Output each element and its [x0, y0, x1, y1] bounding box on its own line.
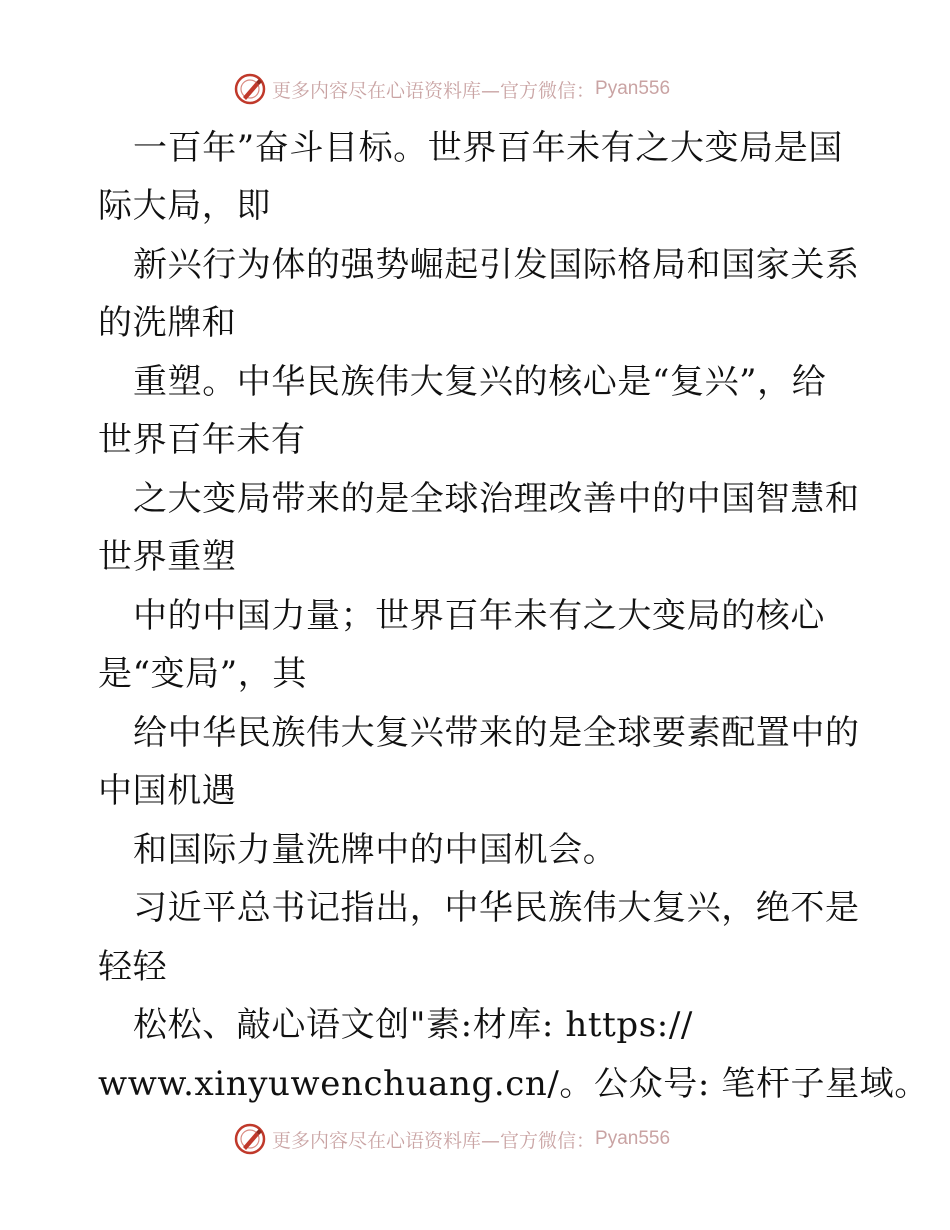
watermark-wechat-id: Pyan556	[595, 78, 671, 99]
text-line: www.xinyuwenchuang.cn/。公众号: 笔杆子星域。	[98, 1064, 929, 1104]
text-line: 新兴行为体的强势崛起引发国际格局和国家关系	[133, 245, 860, 285]
pen-logo-icon	[234, 73, 266, 105]
text-line: 一百年”奋斗目标。世界百年未有之大变局是国	[133, 128, 843, 168]
text-line: 的洗牌和	[98, 303, 237, 343]
watermark-text: 更多内容尽在心语资料库—官方微信：	[272, 1129, 596, 1152]
text-line: 是“变局”，其	[98, 654, 307, 694]
text-line: 和国际力量洗牌中的中国机会。	[133, 830, 618, 870]
text-line: 世界重塑	[98, 537, 237, 577]
text-line: 给中华民族伟大复兴带来的是全球要素配置中的	[133, 713, 860, 753]
watermark-wechat-id: Pyan556	[595, 1128, 671, 1149]
pen-logo-icon	[234, 1123, 266, 1155]
text-line: 松松、敲心语文创"素:材库: https://	[133, 1005, 693, 1045]
text-line: 际大局，即	[98, 186, 271, 226]
footer-watermark	[234, 1122, 754, 1156]
text-line: 中国机遇	[98, 771, 237, 811]
text-line: 世界百年未有	[98, 420, 306, 460]
text-line: 中的中国力量；世界百年未有之大变局的核心	[133, 596, 825, 636]
text-line: 轻轻	[98, 947, 168, 987]
header-watermark	[234, 72, 754, 106]
text-line: 习近平总书记指出，中华民族伟大复兴，绝不是	[133, 888, 860, 928]
text-line: 之大变局带来的是全球治理改善中的中国智慧和	[133, 479, 860, 519]
text-line: 重塑。中华民族伟大复兴的核心是“复兴”，给	[133, 362, 827, 402]
watermark-text: 更多内容尽在心语资料库—官方微信：	[272, 79, 596, 102]
